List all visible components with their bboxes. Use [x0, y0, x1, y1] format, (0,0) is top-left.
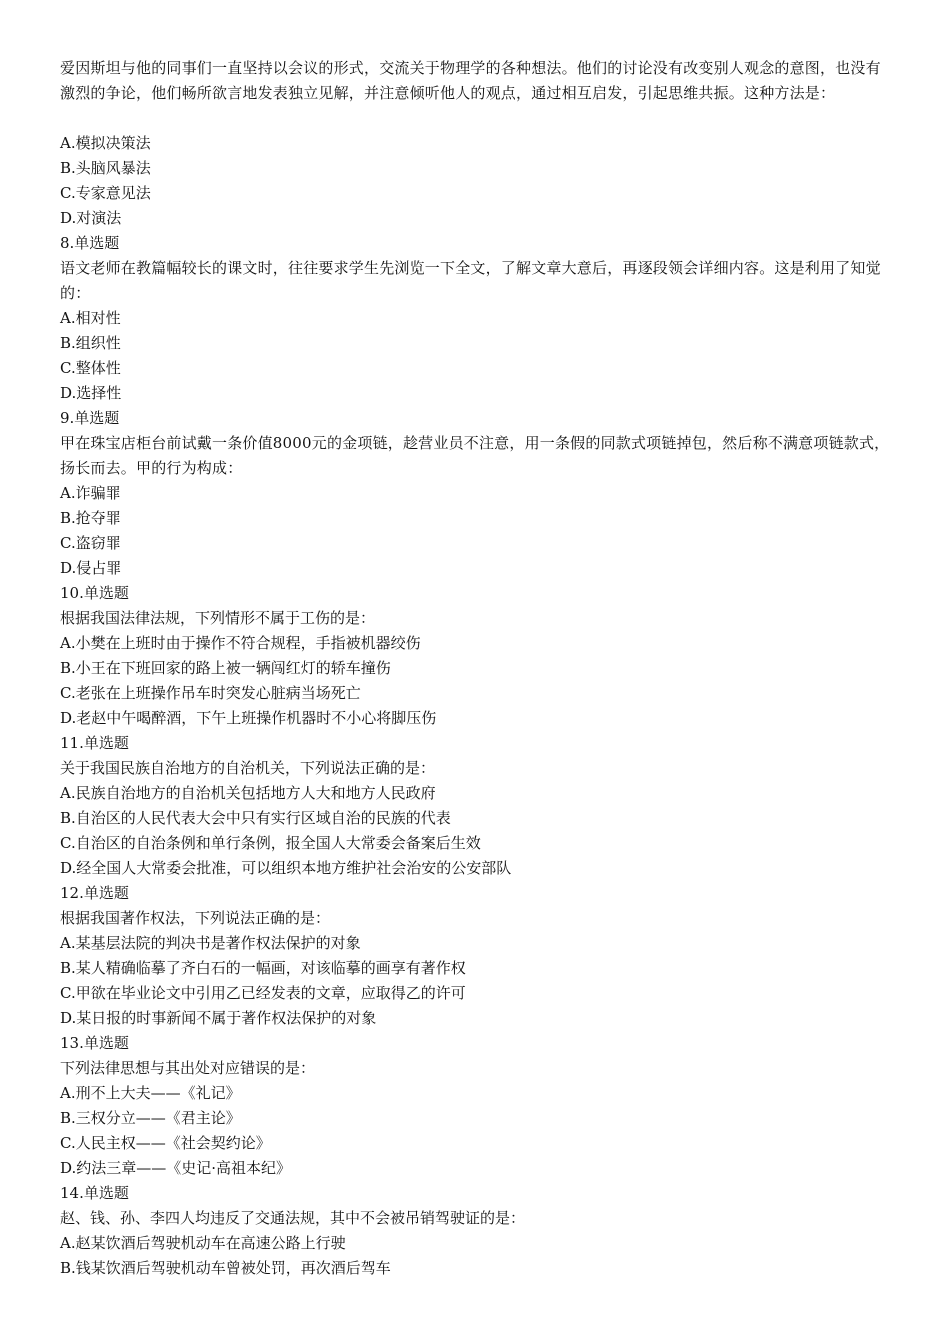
- question-block: [60, 231, 895, 406]
- option-b: B.钱某饮酒后驾驶机动车曾被处罚，再次酒后驾车: [60, 1259, 391, 1277]
- document-page: [60, 56, 895, 1281]
- question-stem: 语文老师在教篇幅较长的课文时，往往要求学生先浏览一下全文，了解文章大意后，再逐段领会详细内容。这是利用了知觉的：: [60, 259, 881, 302]
- option-a: A.某基层法院的判决书是著作权法保护的对象: [60, 934, 361, 952]
- option-a: A.民族自治地方的自治机关包括地方人大和地方人民政府: [60, 784, 436, 802]
- option-b: B.组织性: [60, 334, 121, 352]
- option-a: A.诈骗罪: [60, 484, 121, 502]
- option-b: B.小王在下班回家的路上被一辆闯红灯的轿车撞伤: [60, 659, 391, 677]
- question-header: 13.单选题: [60, 1034, 129, 1052]
- option-c: C.盗窃罪: [60, 534, 121, 552]
- option-d: D.某日报的时事新闻不属于著作权法保护的对象: [60, 1009, 377, 1027]
- option-b: B.某人精确临摹了齐白石的一幅画，对该临摹的画享有著作权: [60, 959, 466, 977]
- option-d: D.经全国人大常委会批准，可以组织本地方维护社会治安的公安部队: [60, 859, 512, 877]
- question-stem: 爱因斯坦与他的同事们一直坚持以会议的形式，交流关于物理学的各种想法。他们的讨论没有改变别人观念的意图，也没有激烈的争论，他们畅所欲言地发表独立见解，并注意倾听他人的观点，通过相互启发，引起思维共振。这种方法是：: [60, 59, 881, 102]
- option-c: C.甲欲在毕业论文中引用乙已经发表的文章，应取得乙的许可: [60, 984, 466, 1002]
- option-a: A.模拟决策法: [60, 134, 151, 152]
- option-c: C.整体性: [60, 359, 121, 377]
- option-b: B.三权分立——《君主论》: [60, 1109, 241, 1127]
- question-block: [60, 581, 895, 731]
- question-block: [60, 406, 895, 581]
- option-c: C.老张在上班操作吊车时突发心脏病当场死亡: [60, 684, 361, 702]
- question-block: [60, 881, 895, 1031]
- question-stem: 关于我国民族自治地方的自治机关，下列说法正确的是：: [60, 759, 436, 777]
- option-b: B.头脑风暴法: [60, 159, 151, 177]
- question-header: 14.单选题: [60, 1184, 129, 1202]
- option-a: A.刑不上大夫——《礼记》: [60, 1084, 241, 1102]
- option-d: D.约法三章——《史记·高祖本纪》: [60, 1159, 292, 1177]
- option-a: A.相对性: [60, 309, 121, 327]
- question-header: 10.单选题: [60, 584, 129, 602]
- option-b: B.抢夺罪: [60, 509, 121, 527]
- question-stem: 甲在珠宝店柜台前试戴一条价值8000元的金项链，趁营业员不注意，用一条假的同款式项链掉包，然后称不满意项链款式，扬长而去。甲的行为构成：: [60, 434, 890, 477]
- option-d: D.老赵中午喝醉酒，下午上班操作机器时不小心将脚压伤: [60, 709, 437, 727]
- question-stem: 赵、钱、孙、李四人均违反了交通法规，其中不会被吊销驾驶证的是：: [60, 1209, 526, 1227]
- option-d: D.对演法: [60, 209, 122, 227]
- question-stem: 下列法律思想与其出处对应错误的是：: [60, 1059, 316, 1077]
- option-d: D.选择性: [60, 384, 122, 402]
- question-header: 11.单选题: [60, 734, 129, 752]
- question-block: [60, 731, 895, 881]
- question-header: 9.单选题: [60, 409, 120, 427]
- option-c: C.人民主权——《社会契约论》: [60, 1134, 271, 1152]
- question-header: 12.单选题: [60, 884, 129, 902]
- option-c: C.专家意见法: [60, 184, 151, 202]
- question-stem: 根据我国著作权法，下列说法正确的是：: [60, 909, 331, 927]
- question-block: [60, 1031, 895, 1181]
- option-b: B.自治区的人民代表大会中只有实行区域自治的民族的代表: [60, 809, 451, 827]
- question-block: [60, 56, 895, 231]
- option-c: C.自治区的自治条例和单行条例，报全国人大常委会备案后生效: [60, 834, 481, 852]
- question-header: 8.单选题: [60, 234, 120, 252]
- option-a: A.小樊在上班时由于操作不符合规程，手指被机器绞伤: [60, 634, 421, 652]
- option-a: A.赵某饮酒后驾驶机动车在高速公路上行驶: [60, 1234, 346, 1252]
- question-stem: 根据我国法律法规，下列情形不属于工伤的是：: [60, 609, 376, 627]
- option-d: D.侵占罪: [60, 559, 122, 577]
- question-block: [60, 1181, 895, 1281]
